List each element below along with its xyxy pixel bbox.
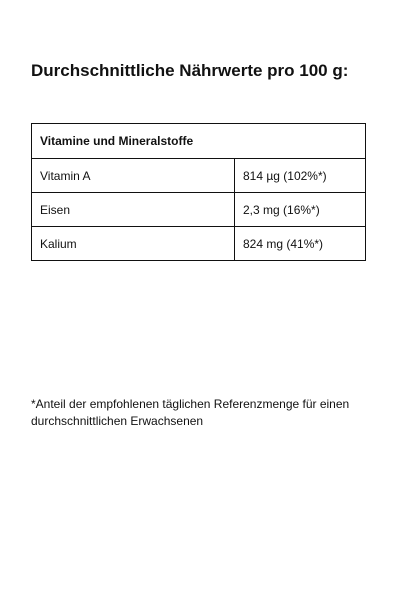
- nutrient-value: 2,3 mg (16%*): [235, 193, 366, 227]
- nutrient-value: 824 mg (41%*): [235, 227, 366, 261]
- nutrition-table: [31, 123, 366, 261]
- table-row: [32, 193, 366, 227]
- table-header-row: [32, 124, 366, 159]
- table-header: Vitamine und Mineralstoffe: [32, 124, 366, 159]
- table-row: [32, 159, 366, 193]
- page-title: Durchschnittliche Nährwerte pro 100 g:: [31, 61, 349, 80]
- nutrient-name: Vitamin A: [32, 159, 235, 193]
- footnote: *Anteil der empfohlenen täglichen Referenzmenge für einen durchschnittlichen Erwachsenen: [31, 397, 350, 428]
- nutrient-name: Eisen: [32, 193, 235, 227]
- nutrient-value: 814 µg (102%*): [235, 159, 366, 193]
- nutrient-name: Kalium: [32, 227, 235, 261]
- table-row: [32, 227, 366, 261]
